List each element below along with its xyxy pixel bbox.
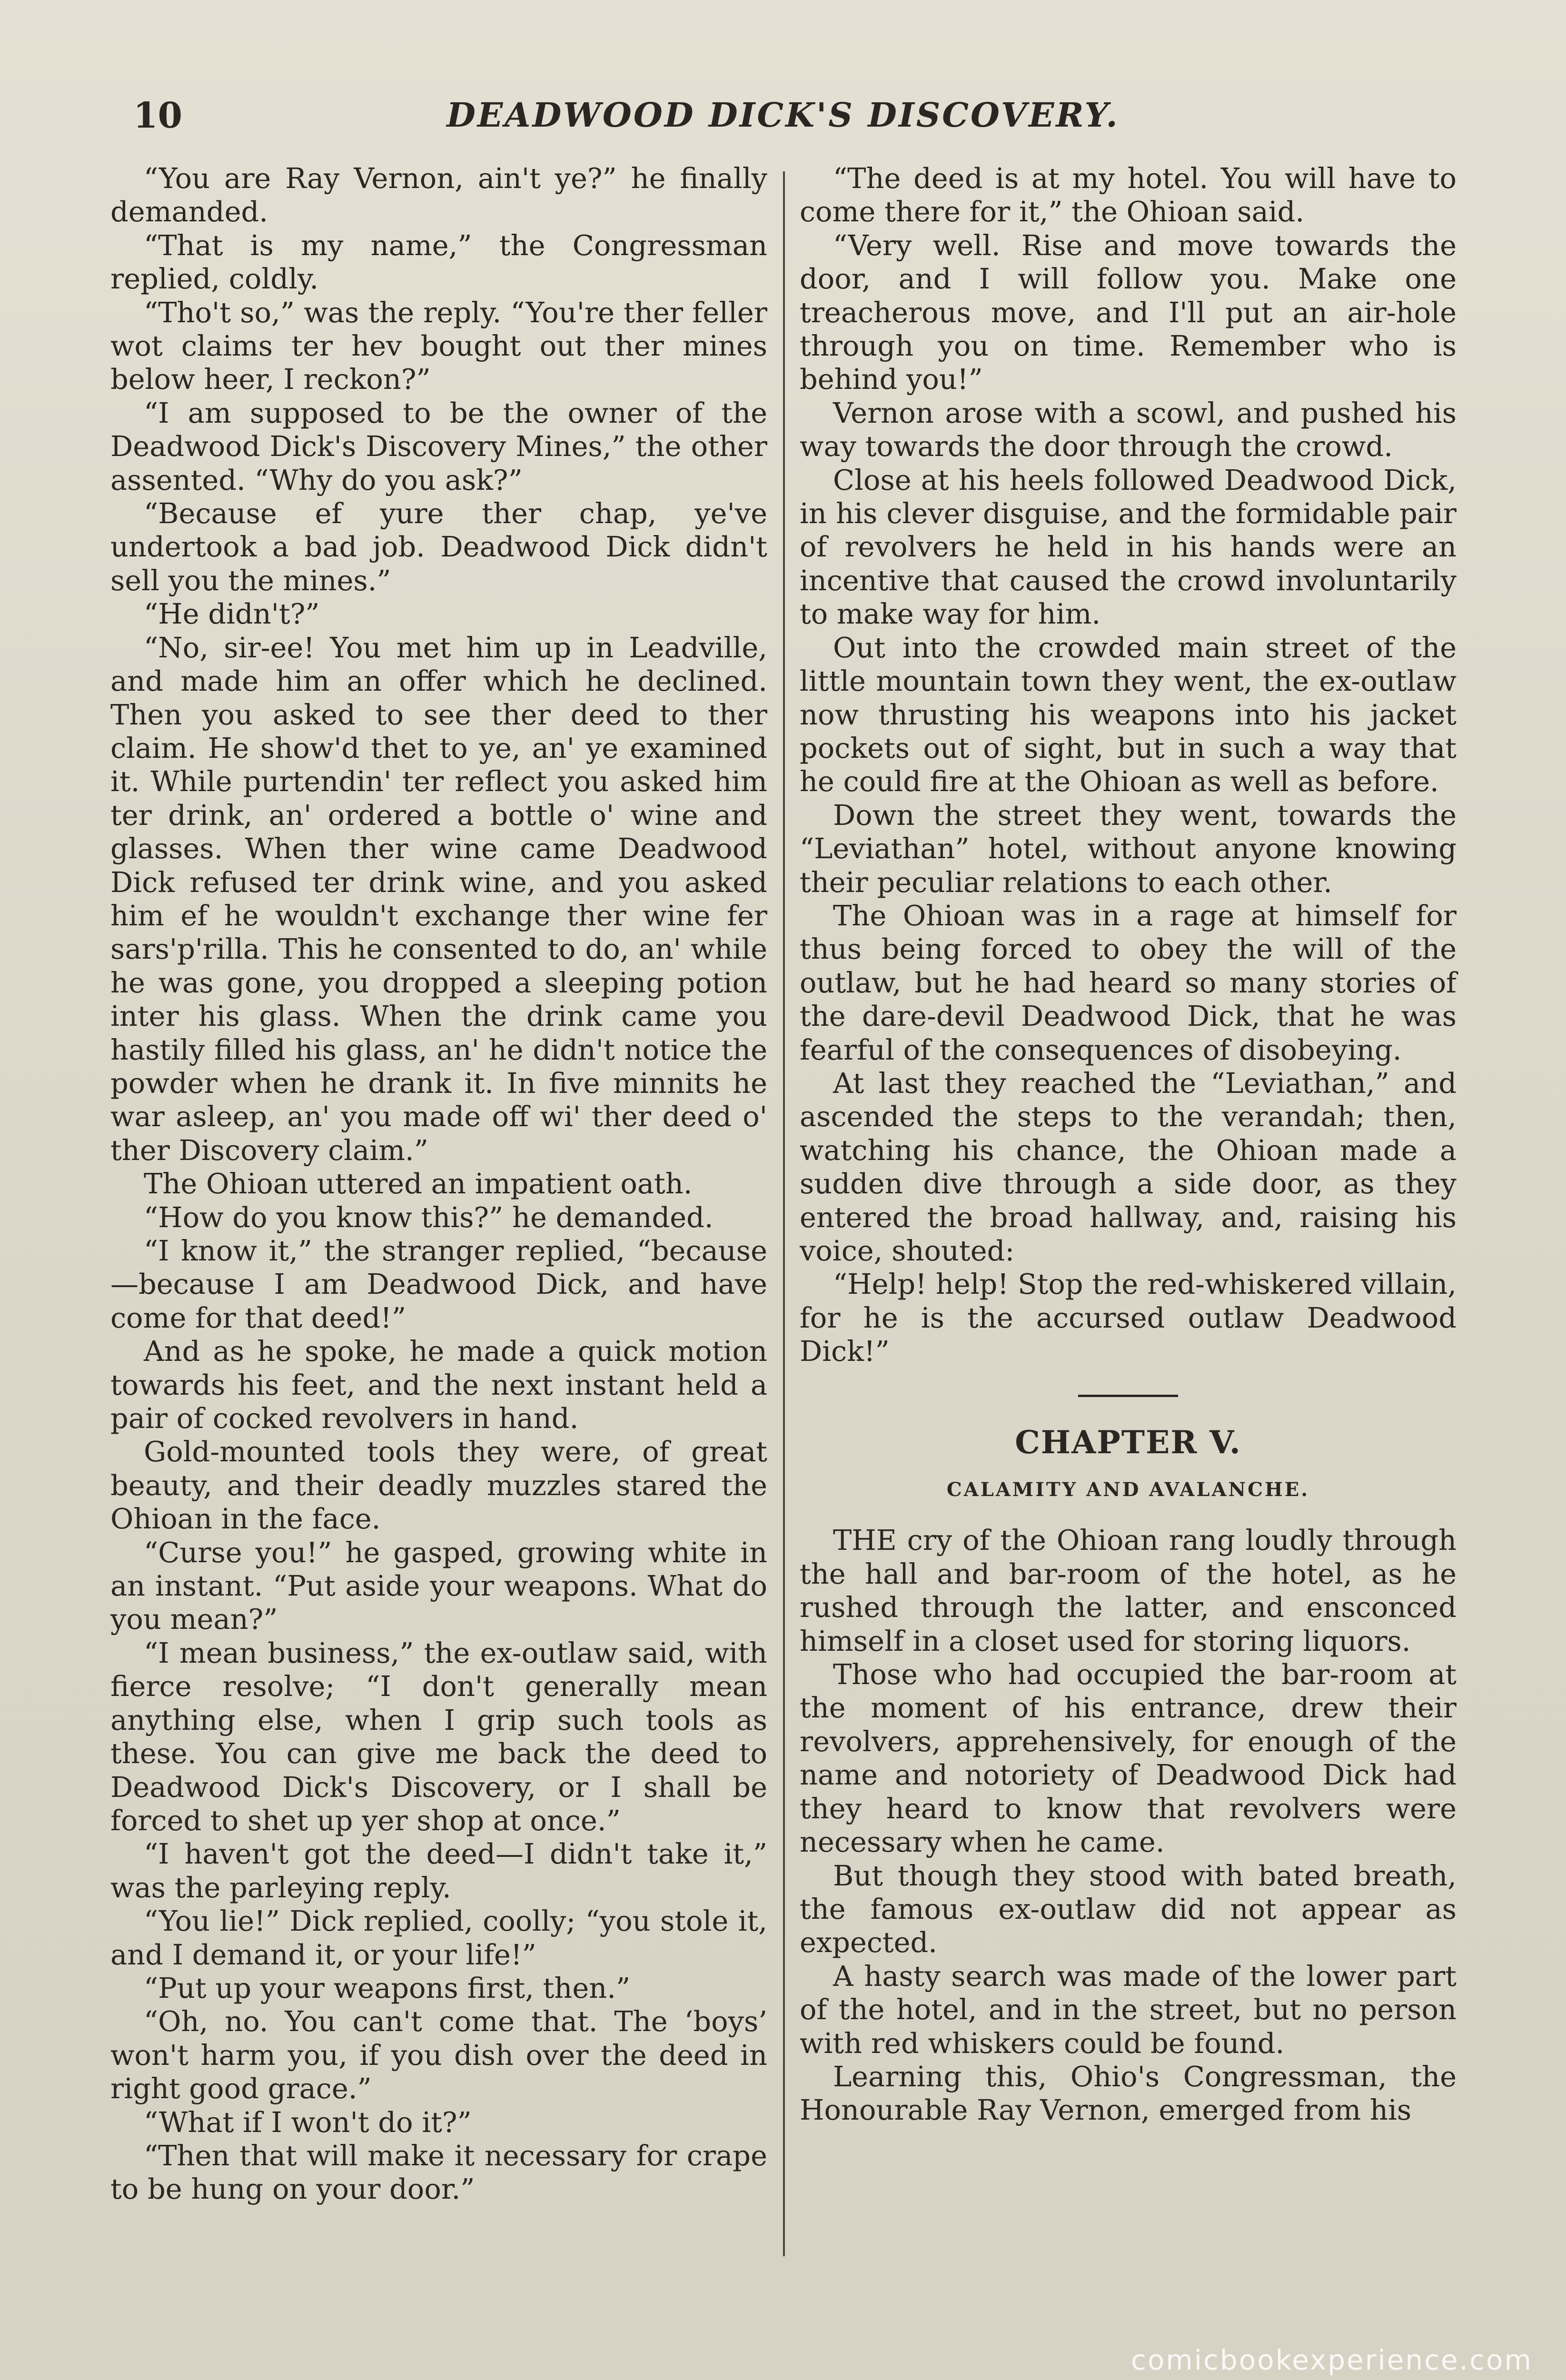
paragraph: “I know it,” the stranger replied, “because—because I am Deadwood Dick, and have come for that deed!” <box>110 1234 767 1334</box>
paragraph: “Help! help! Stop the red-whiskered villain, for he is the accursed outlaw Deadwood Dick!” <box>800 1268 1457 1368</box>
paragraph: “No, sir-ee! You met him up in Leadville, and made him an offer which he declined. Then you asked to see ther deed to ther claim. He show'd thet to ye, an' ye examined it. While purtendin' ter reflect you asked him ter drink, an' ordered a bottle o' wine and glasses. When ther wine came Deadwood Dick refused ter drink wine, and you asked him ef he wouldn't exchange ther wine fer sars'p'rilla. This he consented to do, an' while he was gone, you dropped a sleeping potion inter his glass. When the drink came you hastily filled his glass, an' he didn't notice the powder when he drank it. In five minnits he war asleep, an' you made off wi' ther deed o' ther Discovery claim.” <box>110 631 767 1167</box>
paragraph: THE cry of the Ohioan rang loudly through the hall and bar-room of the hotel, as he rushed through the latter, and ensconced himself in a closet used for storing liquors. <box>800 1524 1457 1657</box>
paragraph: Out into the crowded main street of the little mountain town they went, the ex-outlaw now thrusting his weapons into his jacket pockets out of sight, but in such a way that he could fire at the Ohioan as well as before. <box>800 631 1457 798</box>
left-column <box>110 162 767 2206</box>
paragraph: “I am supposed to be the owner of the Deadwood Dick's Discovery Mines,” the other assented. “Why do you ask?” <box>110 396 767 496</box>
paragraph: “You lie!” Dick replied, coolly; “you stole it, and I demand it, or your life!” <box>110 1904 767 1971</box>
paragraph: “The deed is at my hotel. You will have to come there for it,” the Ohioan said. <box>800 162 1457 228</box>
column-divider <box>783 171 785 2256</box>
paragraph: “He didn't?” <box>144 597 320 631</box>
paragraph: And as he spoke, he made a quick motion towards his feet, and the next instant held a pair of cocked revolvers in hand. <box>110 1335 767 1435</box>
paragraph: “Oh, no. You can't come that. The ‘boys’ won't harm you, if you dish over the deed in right good grace.” <box>110 2005 767 2105</box>
chapter-heading: CHAPTER V. <box>1015 1423 1241 1461</box>
page-header <box>109 95 1457 148</box>
running-title: DEADWOOD DICK'S DISCOVERY. <box>446 95 1120 135</box>
paragraph: Learning this, Ohio's Congressman, the Honourable Ray Vernon, emerged from his <box>800 2060 1457 2127</box>
paragraph: “I haven't got the deed—I didn't take it,” was the parleying reply. <box>110 1837 767 1904</box>
paragraph: The Ohioan was in a rage at himself for thus being forced to obey the will of the outlaw, but he had heard so many stories of the dare-devil Deadwood Dick, that he was fearful of the consequences of disobeying. <box>800 899 1457 1066</box>
page-number: 10 <box>133 95 182 136</box>
paragraph: Down the street they went, towards the “Leviathan” hotel, without anyone knowing their peculiar relations to each other. <box>800 798 1457 899</box>
paragraph: “Curse you!” he gasped, growing white in an instant. “Put aside your weapons. What do you mean?” <box>110 1536 767 1636</box>
watermark: comicbookexperience.com <box>1131 2344 1533 2376</box>
paragraph: Those who had occupied the bar-room at the moment of his entrance, drew their revolvers, apprehensively, for enough of the name and notoriety of Deadwood Dick had they heard to know that revolvers were necessary when he came. <box>800 1658 1457 1859</box>
paragraph: “Put up your weapons first, then.” <box>144 1971 631 2004</box>
paragraph: “You are Ray Vernon, ain't ye?” he finally demanded. <box>110 162 767 228</box>
paragraph: But though they stood with bated breath, the famous ex-outlaw did not appear as expected. <box>800 1859 1457 1959</box>
paragraph: “I mean business,” the ex-outlaw said, with fierce resolve; “I don't generally mean anything else, when I grip such tools as these. You can give me back the deed to Deadwood Dick's Discovery, or I shall be forced to shet up yer shop at once.” <box>110 1636 767 1837</box>
paragraph: “How do you know this?” he demanded. <box>144 1200 714 1234</box>
paragraph: Gold-mounted tools they were, of great beauty, and their deadly muzzles stared the Ohioan in the face. <box>110 1435 767 1536</box>
right-column <box>800 162 1457 2127</box>
paragraph: A hasty search was made of the lower part of the hotel, and in the street, but no person with red whiskers could be found. <box>800 1959 1457 2060</box>
paragraph: “What if I won't do it?” <box>144 2105 472 2139</box>
paragraph: “That is my name,” the Congressman replied, coldly. <box>110 228 767 296</box>
chapter-rule <box>1078 1395 1178 1397</box>
paragraph: “Because ef yure ther chap, ye've undertook a bad job. Deadwood Dick didn't sell you the mines.” <box>110 497 767 597</box>
paragraph: At last they reached the “Leviathan,” and ascended the steps to the verandah; then, watching his chance, the Ohioan made a sudden dive through a side door, as they entered the broad hallway, and, raising his voice, shouted: <box>800 1066 1457 1267</box>
paragraph: Vernon arose with a scowl, and pushed his way towards the door through the crowd. <box>800 396 1457 463</box>
paragraph: “Very well. Rise and move towards the door, and I will follow you. Make one treacherous move, and I'll put an air-hole through you on time. Remember who is behind you!” <box>800 228 1457 396</box>
paragraph: The Ohioan uttered an impatient oath. <box>144 1167 693 1200</box>
paragraph: “Then that will make it necessary for crape to be hung on your door.” <box>110 2139 767 2206</box>
paragraph: “Tho't so,” was the reply. “You're ther feller wot claims ter hev bought out ther mines below heer, I reckon?” <box>110 296 767 396</box>
paragraph: Close at his heels followed Deadwood Dick, in his clever disguise, and the formidable pair of revolvers he held in his hands were an incentive that caused the crowd involuntarily to make way for him. <box>800 463 1457 631</box>
chapter-subtitle: CALAMITY AND AVALANCHE. <box>946 1478 1310 1501</box>
